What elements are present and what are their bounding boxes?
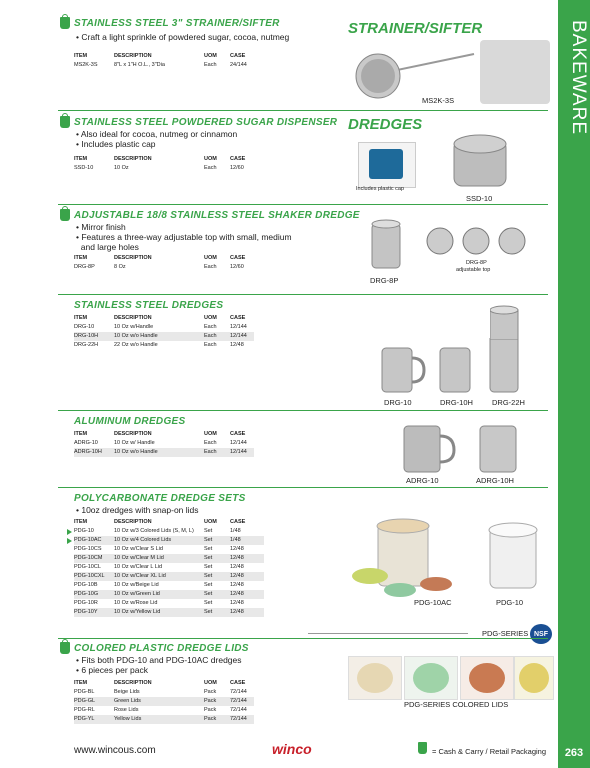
colored-lids-caption: PDG-SERIES COLORED LIDS (404, 700, 509, 709)
strainer-caption: MS2K-3S (422, 96, 455, 105)
section-title: STAINLESS STEEL 3" STRAINER/SIFTER (74, 18, 280, 29)
table-row: PDG-BL Beige Lids Pack 72/144 (74, 689, 247, 695)
item-table (74, 52, 254, 70)
bullet-list (76, 655, 242, 675)
bullet-item: • 10oz dredges with snap-on lids (76, 505, 199, 515)
table-header: ITEM DESCRIPTION UOM CASE (74, 519, 246, 525)
table-row: DRG-22H 22 Oz w/o Handle Each 12/48 (74, 342, 244, 348)
item-table (74, 155, 254, 173)
table-row: PDG-RL Rose Lids Pack 72/144 (74, 707, 247, 713)
adjustable-top-caption-2: adjustable top (456, 267, 491, 273)
pdg-series-rule (308, 633, 468, 634)
section-title: ADJUSTABLE 18/8 STAINLESS STEEL SHAKER DREDGE (74, 210, 360, 221)
section-divider (58, 487, 548, 488)
pdg-series-label: PDG-SERIES (482, 629, 529, 638)
bullet-list (76, 129, 237, 149)
bullet-item: • Features a three-way adjustable top with small, medium (76, 232, 292, 242)
table-row: PDG-10AC 10 Oz w/4 Colored Lids Set 1/48 (74, 536, 264, 545)
table-row: PDG-10 10 Oz w/3 Colored Lids (S, M, L) Set 1/48 (74, 527, 264, 536)
arrow-icon (67, 529, 72, 535)
bullet-list (76, 222, 292, 252)
item-table (74, 679, 254, 724)
beige-lid-photo (348, 656, 402, 700)
table-row: PDG-10R 10 Oz w/Rose Lid Set 12/48 (74, 600, 244, 606)
section-divider (58, 204, 548, 205)
ss-dredge-22h-top-image (490, 304, 520, 340)
aluminum-dredge-caption: ADRG-10H (476, 476, 514, 485)
bullet-item: • Craft a light sprinkle of powdered sugar, cocoa, nutmeg (76, 32, 290, 42)
table-row: PDG-10B 10 Oz w/Beige Lid Set 12/48 (74, 582, 244, 588)
table-row: PDG-GL Green Lids Pack 72/144 (74, 697, 254, 706)
item-table (74, 518, 264, 617)
item-table (74, 254, 254, 272)
website-link[interactable]: www.wincous.com (74, 745, 156, 756)
rose-lid-photo (460, 656, 514, 700)
table-row: PDG-10CS 10 Oz w/Clear S Lid Set 12/48 (74, 546, 244, 552)
table-header: ITEM DESCRIPTION UOM CASE (74, 53, 246, 59)
page-number: 263 (558, 738, 590, 768)
cash-carry-bag-icon (60, 209, 70, 221)
table-row: PDG-10CL 10 Oz w/Clear L Lid Set 12/48 (74, 564, 244, 570)
ss-dredges-image (378, 338, 548, 396)
ss-dredge-caption: DRG-10 (384, 398, 412, 407)
cash-carry-bag-icon (60, 17, 70, 29)
cash-carry-bag-icon (60, 116, 70, 128)
section-title: COLORED PLASTIC DREDGE LIDS (74, 643, 249, 654)
aluminum-dredges-image (400, 418, 530, 474)
table-row: MS2K-3S 8"L x 1"H O.L., 3"Dia Each 24/144 (74, 62, 247, 68)
plastic-cap-photo (358, 142, 416, 188)
sugar-dispenser-image (444, 130, 520, 190)
sugar-dispenser-caption: SSD-10 (466, 194, 493, 203)
shaker-dredge-caption: DRG-8P (370, 276, 399, 285)
strainer-heading: STRAINER/SIFTER (348, 20, 483, 37)
cash-carry-bag-icon (418, 742, 427, 754)
bullet-item: • Mirror finish (76, 222, 126, 232)
bullet-list (76, 505, 199, 515)
table-header: ITEM DESCRIPTION UOM CASE (74, 431, 246, 437)
bullet-item: • Fits both PDG-10 and PDG-10AC dredges (76, 655, 242, 665)
table-header: ITEM DESCRIPTION UOM CASE (74, 680, 246, 686)
section-divider (58, 410, 548, 411)
table-row: DRG-10H 10 Oz w/o Handle Each 12/144 (74, 332, 254, 341)
dredges-heading: DREDGES (348, 116, 423, 133)
table-row: PDG-10Y 10 Oz w/Yellow Lid Set 12/48 (74, 608, 264, 617)
bullet-item: and large holes (80, 242, 139, 252)
section-title: POLYCARBONATE DREDGE SETS (74, 493, 246, 504)
section-divider (58, 294, 548, 295)
green-lid-photo (404, 656, 458, 700)
table-row: PDG-YL Yellow Lids Pack 72/144 (74, 715, 254, 724)
item-table (74, 430, 254, 457)
table-row: PDG-10G 10 Oz w/Green Lid Set 12/48 (74, 590, 264, 599)
section-title: STAINLESS STEEL POWDERED SUGAR DISPENSER (74, 117, 338, 128)
table-row: DRG-10 10 Oz w/Handle Each 12/144 (74, 324, 247, 330)
item-table (74, 314, 254, 350)
adjustable-top-caption-1: DRG-8P (466, 260, 487, 266)
ss-dredge-caption: DRG-10H (440, 398, 473, 407)
table-row: DRG-8P 8 Oz Each 12/60 (74, 264, 244, 270)
bullet-list (76, 32, 289, 42)
polycarbonate-dredges-image (350, 514, 540, 598)
cash-carry-bag-icon (60, 642, 70, 654)
winco-logo: winco (272, 741, 312, 757)
bullet-item: • 6 pieces per pack (76, 665, 148, 675)
shaker-dredge-image (368, 214, 404, 272)
aluminum-dredge-caption: ADRG-10 (406, 476, 439, 485)
bullet-item: • Includes plastic cap (76, 139, 156, 149)
arrow-icon (67, 538, 72, 544)
table-row: PDG-10CXL 10 Oz w/Clear XL Lid Set 12/48 (74, 572, 264, 581)
yellow-lid-photo (514, 656, 554, 700)
section-title: ALUMINUM DREDGES (74, 416, 186, 427)
table-header: ITEM DESCRIPTION UOM CASE (74, 156, 246, 162)
ss-dredge-caption: DRG-22H (492, 398, 525, 407)
table-header: ITEM DESCRIPTION UOM CASE (74, 255, 246, 261)
bullet-item: • Also ideal for cocoa, nutmeg or cinnamon (76, 129, 238, 139)
poly-dredge-caption: PDG-10 (496, 598, 524, 607)
section-divider (58, 638, 548, 639)
packaging-legend: = Cash & Carry / Retail Packaging (432, 747, 547, 756)
plastic-cap-caption: Includes plastic cap (356, 186, 404, 192)
section-divider (58, 110, 548, 111)
nsf-certified-icon: NSF (530, 624, 552, 644)
table-row: PDG-10CM 10 Oz w/Clear M Lid Set 12/48 (74, 554, 264, 563)
category-label: BAKEWARE (568, 20, 589, 135)
adjustable-top-image (424, 226, 534, 256)
strainer-photo (480, 40, 550, 104)
table-row: ADRG-10H 10 Oz w/o Handle Each 12/144 (74, 448, 254, 457)
table-header: ITEM DESCRIPTION UOM CASE (74, 315, 246, 321)
strainer-image (338, 44, 478, 100)
section-title: STAINLESS STEEL DREDGES (74, 300, 224, 311)
table-row: ADRG-10 10 Oz w/ Handle Each 12/144 (74, 440, 247, 446)
table-row: SSD-10 10 Oz Each 12/60 (74, 165, 244, 171)
poly-dredge-caption: PDG-10AC (414, 598, 452, 607)
